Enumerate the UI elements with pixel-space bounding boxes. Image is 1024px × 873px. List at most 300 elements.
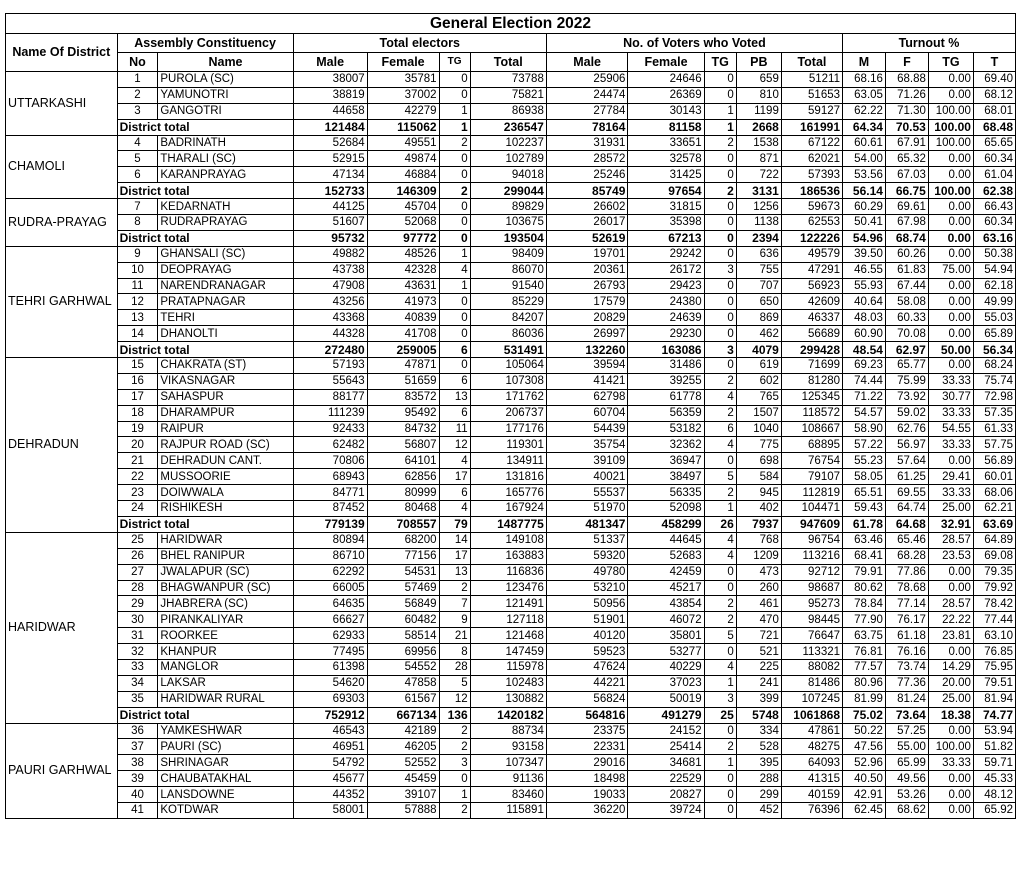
cell-turnout-t: 68.06 [973,485,1015,501]
cell-voted-pb: 399 [736,691,781,707]
cell-electors-total: 93158 [470,739,546,755]
cell-electors-male: 52915 [293,151,367,167]
cell-turnout-t: 65.92 [973,802,1015,818]
cell-voted-total: 76647 [781,628,842,644]
cell-electors-female: 83572 [367,389,439,405]
cell-turnout-tg: 33.33 [928,405,973,421]
cell-voted-female: 37023 [628,675,704,691]
cell-electors-male: 86710 [293,548,367,564]
cell-turnout-f: 67.98 [885,215,928,231]
cell-electors-female: 48526 [367,246,439,262]
cell-turnout-t: 69.40 [973,72,1015,88]
cell-ac-name: DHARAMPUR [158,405,293,421]
cell-voted-total: 118572 [781,405,842,421]
cell-ac-name: MUSSOORIE [158,469,293,485]
cell-turnout-f: 70.08 [885,326,928,342]
district-total-row [6,119,1016,135]
cell-voted-tg: 1 [704,755,736,771]
district-name: PAURI GARHWAL [6,723,118,818]
cell-turnout-tg: 0.00 [928,771,973,787]
cell-turnout-m: 80.62 [843,580,886,596]
cell-ac-name: CHAKRATA (ST) [158,358,293,374]
total-voted-male: 132260 [546,342,628,358]
cell-electors-female: 68200 [367,532,439,548]
cell-turnout-tg: 0.00 [928,199,973,215]
cell-voted-male: 36220 [546,802,628,818]
cell-turnout-t: 62.21 [973,501,1015,517]
table-row [6,278,1016,294]
cell-voted-total: 98687 [781,580,842,596]
cell-ac-no: 17 [117,389,158,405]
total-voted-tg: 3 [704,342,736,358]
header-electors-tg: TG [439,53,470,72]
total-voted-pb: 3131 [736,183,781,199]
cell-ac-no: 2 [117,87,158,103]
cell-turnout-t: 59.71 [973,755,1015,771]
cell-turnout-tg: 0.00 [928,310,973,326]
total-turnout-t: 62.38 [973,183,1015,199]
cell-turnout-tg: 20.00 [928,675,973,691]
cell-voted-tg: 0 [704,453,736,469]
district-total-label: District total [117,230,293,246]
cell-voted-female: 34681 [628,755,704,771]
cell-voted-pb: 1040 [736,421,781,437]
cell-voted-male: 26602 [546,199,628,215]
total-voted-male: 78164 [546,119,628,135]
cell-voted-female: 35398 [628,215,704,231]
cell-voted-male: 26997 [546,326,628,342]
total-voted-total: 299428 [781,342,842,358]
cell-voted-tg: 4 [704,389,736,405]
cell-turnout-m: 60.29 [843,199,886,215]
cell-ac-no: 34 [117,675,158,691]
cell-electors-tg: 0 [439,151,470,167]
cell-voted-male: 29016 [546,755,628,771]
total-turnout-m: 56.14 [843,183,886,199]
cell-electors-female: 41973 [367,294,439,310]
table-row [6,199,1016,215]
cell-voted-female: 52098 [628,501,704,517]
table-row [6,453,1016,469]
cell-ac-name: PIRANKALIYAR [158,612,293,628]
cell-electors-tg: 13 [439,564,470,580]
total-turnout-t: 74.77 [973,707,1015,723]
total-turnout-t: 68.48 [973,119,1015,135]
cell-voted-pb: 473 [736,564,781,580]
cell-ac-name: KOTDWAR [158,802,293,818]
cell-ac-no: 28 [117,580,158,596]
cell-voted-total: 42609 [781,294,842,310]
cell-voted-tg: 0 [704,787,736,803]
cell-turnout-f: 81.24 [885,691,928,707]
cell-turnout-m: 54.00 [843,151,886,167]
cell-ac-no: 15 [117,358,158,374]
total-voted-pb: 2668 [736,119,781,135]
cell-ac-no: 6 [117,167,158,183]
total-voted-total: 947609 [781,516,842,532]
header-electors-male: Male [293,53,367,72]
cell-electors-total: 102237 [470,135,546,151]
total-voted-total: 122226 [781,230,842,246]
district-name: CHAMOLI [6,135,118,199]
cell-ac-name: KHANPUR [158,644,293,660]
cell-voted-male: 40120 [546,628,628,644]
cell-turnout-m: 57.22 [843,437,886,453]
cell-ac-name: RAIPUR [158,421,293,437]
cell-turnout-f: 77.86 [885,564,928,580]
cell-voted-tg: 5 [704,469,736,485]
cell-ac-name: PRATAPNAGAR [158,294,293,310]
cell-electors-total: 107308 [470,373,546,389]
cell-voted-male: 20361 [546,262,628,278]
total-turnout-tg: 100.00 [928,183,973,199]
cell-voted-tg: 0 [704,167,736,183]
cell-ac-no: 8 [117,215,158,231]
cell-turnout-m: 81.99 [843,691,886,707]
cell-voted-male: 39109 [546,453,628,469]
cell-turnout-m: 58.90 [843,421,886,437]
cell-voted-pb: 659 [736,72,781,88]
total-turnout-m: 61.78 [843,516,886,532]
cell-voted-total: 112819 [781,485,842,501]
cell-voted-tg: 4 [704,532,736,548]
cell-voted-tg: 2 [704,739,736,755]
cell-voted-female: 36947 [628,453,704,469]
cell-electors-female: 58514 [367,628,439,644]
district-name: HARIDWAR [6,532,118,723]
total-turnout-m: 64.34 [843,119,886,135]
cell-voted-pb: 945 [736,485,781,501]
cell-turnout-t: 62.18 [973,278,1015,294]
cell-voted-male: 22331 [546,739,628,755]
table-row [6,612,1016,628]
cell-electors-tg: 0 [439,310,470,326]
cell-electors-total: 167924 [470,501,546,517]
header-name: Name [158,53,293,72]
total-turnout-t: 63.16 [973,230,1015,246]
cell-electors-tg: 4 [439,501,470,517]
cell-voted-female: 46072 [628,612,704,628]
cell-ac-no: 32 [117,644,158,660]
cell-electors-male: 87452 [293,501,367,517]
cell-voted-male: 50956 [546,596,628,612]
cell-ac-name: DOIWWALA [158,485,293,501]
table-row [6,262,1016,278]
table-row [6,167,1016,183]
cell-electors-female: 51659 [367,373,439,389]
cell-electors-tg: 1 [439,103,470,119]
cell-turnout-f: 71.26 [885,87,928,103]
cell-voted-tg: 3 [704,262,736,278]
cell-ac-no: 7 [117,199,158,215]
cell-voted-tg: 4 [704,548,736,564]
total-electors-male: 272480 [293,342,367,358]
header-voted-female: Female [628,53,704,72]
cell-turnout-m: 71.22 [843,389,886,405]
total-electors-tg: 2 [439,183,470,199]
cell-voted-female: 30143 [628,103,704,119]
cell-ac-no: 3 [117,103,158,119]
cell-turnout-t: 60.01 [973,469,1015,485]
cell-ac-name: THARALI (SC) [158,151,293,167]
cell-electors-female: 57888 [367,802,439,818]
cell-voted-tg: 4 [704,437,736,453]
cell-turnout-tg: 25.00 [928,501,973,517]
total-electors-male: 95732 [293,230,367,246]
cell-voted-pb: 299 [736,787,781,803]
cell-ac-no: 33 [117,659,158,675]
total-turnout-f: 66.75 [885,183,928,199]
cell-turnout-f: 55.00 [885,739,928,755]
total-turnout-tg: 50.00 [928,342,973,358]
cell-turnout-m: 80.96 [843,675,886,691]
cell-turnout-f: 65.46 [885,532,928,548]
cell-electors-tg: 4 [439,262,470,278]
cell-electors-male: 52684 [293,135,367,151]
cell-electors-male: 84771 [293,485,367,501]
table-row [6,405,1016,421]
cell-turnout-tg: 0.00 [928,294,973,310]
cell-electors-tg: 0 [439,294,470,310]
cell-turnout-t: 56.89 [973,453,1015,469]
table-row [6,532,1016,548]
cell-voted-tg: 0 [704,644,736,660]
total-electors-male: 752912 [293,707,367,723]
header-row-2 [6,53,1016,72]
cell-voted-female: 26369 [628,87,704,103]
cell-turnout-m: 50.22 [843,723,886,739]
table-row [6,675,1016,691]
cell-voted-pb: 602 [736,373,781,389]
cell-voted-total: 71699 [781,358,842,374]
cell-turnout-m: 63.75 [843,628,886,644]
total-electors-female: 708557 [367,516,439,532]
cell-voted-pb: 1138 [736,215,781,231]
cell-turnout-f: 60.26 [885,246,928,262]
cell-voted-pb: 528 [736,739,781,755]
cell-turnout-m: 55.23 [843,453,886,469]
cell-electors-female: 54531 [367,564,439,580]
cell-voted-male: 49780 [546,564,628,580]
title-row [6,14,1016,34]
cell-turnout-f: 61.83 [885,262,928,278]
cell-voted-pb: 765 [736,389,781,405]
cell-turnout-tg: 0.00 [928,326,973,342]
cell-electors-female: 62856 [367,469,439,485]
district-total-row [6,183,1016,199]
cell-voted-male: 25906 [546,72,628,88]
cell-voted-total: 79107 [781,469,842,485]
cell-electors-total: 91136 [470,771,546,787]
total-electors-tg: 0 [439,230,470,246]
cell-voted-male: 19701 [546,246,628,262]
cell-ac-no: 39 [117,771,158,787]
cell-turnout-t: 63.10 [973,628,1015,644]
cell-ac-name: DEHRADUN CANT. [158,453,293,469]
cell-voted-male: 59523 [546,644,628,660]
district-name: RUDRA-PRAYAG [6,199,118,247]
cell-turnout-t: 48.12 [973,787,1015,803]
cell-ac-no: 13 [117,310,158,326]
table-row [6,485,1016,501]
cell-ac-name: RUDRAPRAYAG [158,215,293,231]
cell-electors-female: 57469 [367,580,439,596]
cell-voted-female: 33651 [628,135,704,151]
table-row [6,246,1016,262]
district-total-row [6,342,1016,358]
cell-voted-total: 96754 [781,532,842,548]
cell-electors-total: 131816 [470,469,546,485]
cell-turnout-t: 65.65 [973,135,1015,151]
cell-voted-pb: 768 [736,532,781,548]
cell-turnout-t: 45.33 [973,771,1015,787]
cell-electors-female: 56849 [367,596,439,612]
cell-turnout-f: 49.56 [885,771,928,787]
cell-turnout-tg: 23.81 [928,628,973,644]
cell-voted-total: 47861 [781,723,842,739]
cell-electors-tg: 0 [439,326,470,342]
cell-electors-tg: 1 [439,246,470,262]
cell-voted-tg: 3 [704,691,736,707]
header-voted-male: Male [546,53,628,72]
total-voted-tg: 26 [704,516,736,532]
cell-electors-total: 115891 [470,802,546,818]
cell-turnout-m: 48.03 [843,310,886,326]
cell-turnout-m: 50.41 [843,215,886,231]
total-voted-female: 163086 [628,342,704,358]
election-table-container [5,13,1016,819]
cell-voted-total: 62553 [781,215,842,231]
cell-ac-name: CHAUBATAKHAL [158,771,293,787]
cell-voted-pb: 650 [736,294,781,310]
cell-turnout-f: 76.16 [885,644,928,660]
cell-turnout-m: 62.22 [843,103,886,119]
cell-ac-name: ROORKEE [158,628,293,644]
cell-turnout-tg: 29.41 [928,469,973,485]
cell-voted-female: 53182 [628,421,704,437]
total-electors-female: 667134 [367,707,439,723]
cell-electors-female: 54552 [367,659,439,675]
cell-turnout-t: 51.82 [973,739,1015,755]
cell-voted-male: 26793 [546,278,628,294]
cell-voted-female: 20827 [628,787,704,803]
cell-electors-total: 119301 [470,437,546,453]
cell-voted-pb: 755 [736,262,781,278]
cell-voted-tg: 0 [704,215,736,231]
header-assembly-constituency: Assembly Constituency [117,34,293,53]
cell-voted-pb: 1507 [736,405,781,421]
cell-electors-male: 44658 [293,103,367,119]
cell-ac-name: JWALAPUR (SC) [158,564,293,580]
table-row [6,659,1016,675]
cell-ac-name: KEDARNATH [158,199,293,215]
table-row [6,691,1016,707]
cell-electors-tg: 0 [439,87,470,103]
cell-electors-total: 123476 [470,580,546,596]
cell-turnout-f: 65.77 [885,358,928,374]
table-row [6,771,1016,787]
cell-ac-name: KARANPRAYAG [158,167,293,183]
cell-electors-female: 39107 [367,787,439,803]
cell-electors-female: 35781 [367,72,439,88]
cell-voted-tg: 0 [704,199,736,215]
cell-voted-pb: 225 [736,659,781,675]
cell-electors-male: 44328 [293,326,367,342]
cell-voted-total: 41315 [781,771,842,787]
cell-ac-no: 18 [117,405,158,421]
table-row [6,294,1016,310]
cell-electors-male: 49882 [293,246,367,262]
cell-turnout-f: 56.97 [885,437,928,453]
cell-ac-name: RISHIKESH [158,501,293,517]
cell-ac-no: 35 [117,691,158,707]
cell-turnout-tg: 33.33 [928,485,973,501]
cell-ac-no: 22 [117,469,158,485]
cell-voted-female: 42459 [628,564,704,580]
cell-electors-male: 44125 [293,199,367,215]
cell-ac-no: 38 [117,755,158,771]
cell-electors-male: 64635 [293,596,367,612]
cell-voted-female: 26172 [628,262,704,278]
cell-ac-no: 36 [117,723,158,739]
cell-electors-tg: 0 [439,358,470,374]
cell-turnout-t: 69.08 [973,548,1015,564]
cell-electors-female: 37002 [367,87,439,103]
total-electors-tg: 1 [439,119,470,135]
cell-turnout-f: 76.17 [885,612,928,628]
cell-ac-name: PUROLA (SC) [158,72,293,88]
cell-voted-total: 76754 [781,453,842,469]
header-voters-voted: No. of Voters who Voted [546,34,842,53]
total-voted-male: 85749 [546,183,628,199]
district-total-label: District total [117,707,293,723]
cell-turnout-f: 57.64 [885,453,928,469]
cell-electors-tg: 13 [439,389,470,405]
cell-voted-pb: 810 [736,87,781,103]
cell-electors-total: 75821 [470,87,546,103]
total-turnout-tg: 0.00 [928,230,973,246]
total-turnout-t: 63.69 [973,516,1015,532]
table-row [6,437,1016,453]
district-total-label: District total [117,119,293,135]
total-turnout-tg: 100.00 [928,119,973,135]
header-electors-female: Female [367,53,439,72]
cell-turnout-tg: 0.00 [928,580,973,596]
table-row [6,596,1016,612]
cell-voted-female: 52683 [628,548,704,564]
cell-electors-female: 52068 [367,215,439,231]
cell-ac-name: TEHRI [158,310,293,326]
cell-electors-female: 84732 [367,421,439,437]
cell-electors-total: 86036 [470,326,546,342]
cell-turnout-t: 81.94 [973,691,1015,707]
cell-ac-name: JHABRERA (SC) [158,596,293,612]
cell-electors-total: 84207 [470,310,546,326]
cell-electors-tg: 5 [439,675,470,691]
table-row [6,215,1016,231]
cell-electors-total: 171762 [470,389,546,405]
cell-voted-pb: 260 [736,580,781,596]
total-voted-female: 81158 [628,119,704,135]
cell-turnout-t: 65.89 [973,326,1015,342]
cell-ac-no: 23 [117,485,158,501]
total-voted-male: 564816 [546,707,628,723]
cell-voted-pb: 584 [736,469,781,485]
cell-ac-name: BADRINATH [158,135,293,151]
cell-turnout-f: 68.28 [885,548,928,564]
cell-voted-tg: 0 [704,72,736,88]
cell-electors-male: 68943 [293,469,367,485]
